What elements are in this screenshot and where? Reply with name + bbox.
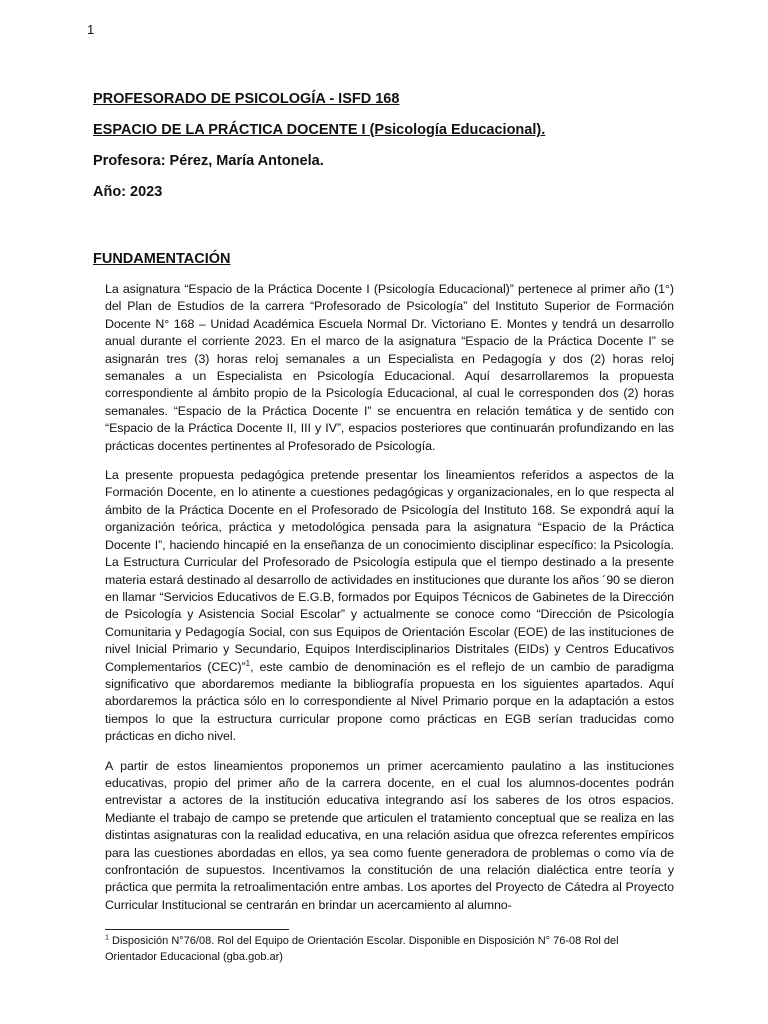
paragraph-3: A partir de estos lineamientos proponemos un primer acercamiento paulatino a las instituciones educativas, propio del primer año de la carrera docente, en el cual los alumnos-docentes podrán entrevistar a actores de la institución educativa integrando así los saberes de los otros espacios. Mediante el trabajo de campo se pretende que articulen el tratamiento conceptual que se realiza en las distintas asignaturas con la realidad educativa, en una relación asidua que ofrezca referentes empíricos para las cuestiones abordadas en ellos, ya sea como fuente generadora de problemas o como vía de confrontación de supuestos. Incentivamos la constitución de una relación dialéctica entre teoría y práctica que permita la retroalimentación entre ambas. Los aportes del Proyecto de Cátedra al Proyecto Curricular Institucional se centrarán en brindar un acercamiento al alumno- (105, 758, 674, 912)
paragraph-1: La asignatura “Espacio de la Práctica Docente I (Psicología Educacional)” pertenece al primer año (1°) del Plan de Estudios de la carrera “Profesorado de Psicología” del Instituto Superior de Formación Docente N° 168 – Unidad Académica Escuela Normal Dr. Victoriano E. Montes y tendrá un desarrollo anual durante el corriente 2023. En el marco de la asignatura “Espacio de la Práctica Docente I” se asignarán tres (3) horas reloj semanales a un Especialista en Pedagogía y dos (2) horas reloj semanales a un Especialista en Psicología Educacional. Aquí desarrollaremos la propuesta correspondiente al ámbito propio de la Psicología Educacional, al cual le corresponden dos (2) horas semanales. “Espacio de la Práctica Docente I” se encuentra en relación temática y de sentido con “Espacio de la Práctica Docente II, III y IV”, espacios posteriores que continuarán profundizando en las prácticas docentes pertinentes al Profesorado de Psicología. (105, 282, 674, 453)
footnote-reference[interactable]: 1 (245, 658, 251, 668)
page-number: 1 (87, 22, 95, 37)
document-header (93, 90, 683, 214)
footnote-marker: 1 (105, 933, 109, 942)
institution-title: PROFESORADO DE PSICOLOGÍA - ISFD 168 (93, 91, 400, 107)
paragraph-2-part-2: , este cambio de denominación es el reflejo de un cambio de paradigma significativo que abordaremos mediante la bibliografía propuesta en los siguientes apartados. Aquí abordaremos la práctica sólo en lo correspondiente al Nivel Primario porque en la adaptación a estos tiempos lo que la estructura curricular propone como prácticas en EGB serían traducidas como prácticas en dicho nivel. (105, 659, 674, 744)
footnote-text: Disposición N°76/08. Rol del Equipo de Orientación Escolar. Disponible en Disposición N° 76-08 Rol del Orientador Educacional (gba.gob.ar) (105, 935, 619, 963)
subject-title: ESPACIO DE LA PRÁCTICA DOCENTE I (Psicología Educacional). (93, 122, 546, 138)
paragraph-2 (105, 467, 674, 746)
section-body (105, 281, 674, 926)
footnote-divider (105, 929, 289, 930)
course-year: Año: 2023 (93, 184, 163, 200)
paragraph-2-part-1: La presente propuesta pedagógica pretende presentar los lineamientos referidos a aspectos de la Formación Docente, en lo atinente a cuestiones pedagógicas y organizacionales, en lo que respecta al ámbito de la Práctica Docente en el Profesorado de Psicología del Instituto 168. Se expondrá aquí la organización teórica, práctica y metodológica pensada para la asignatura “Espacio de la Práctica Docente I”, haciendo hincapié en la enseñanza de un conocimiento disciplinar específico: la Psicología. La Estructura Curricular del Profesorado de Psicología estipula que el tiempo destinado a la presente materia estará destinado al desarrollo de actividades en instituciones que durante los años ´90 se dieron en llamar “Servicios Educativos de E.G.B, formados por Equipos Técnicos de Gabinetes de la Dirección de Psicología y Asistencia Social Escolar” y actualmente se conoce como “Dirección de Psicología Comunitaria y Pedagogía Social, con sus Equipos de Orientación Escolar (EOE) de las instituciones de nivel Inicial Primario y Secundario, Equipos Interdisciplinarios Distritales (EIDs) y Centros Educativos Complementarios (CEC)” (105, 468, 674, 674)
teacher-name: Profesora: Pérez, María Antonela. (93, 153, 324, 169)
footnote (105, 934, 665, 965)
section-heading: FUNDAMENTACIÓN (93, 251, 231, 267)
